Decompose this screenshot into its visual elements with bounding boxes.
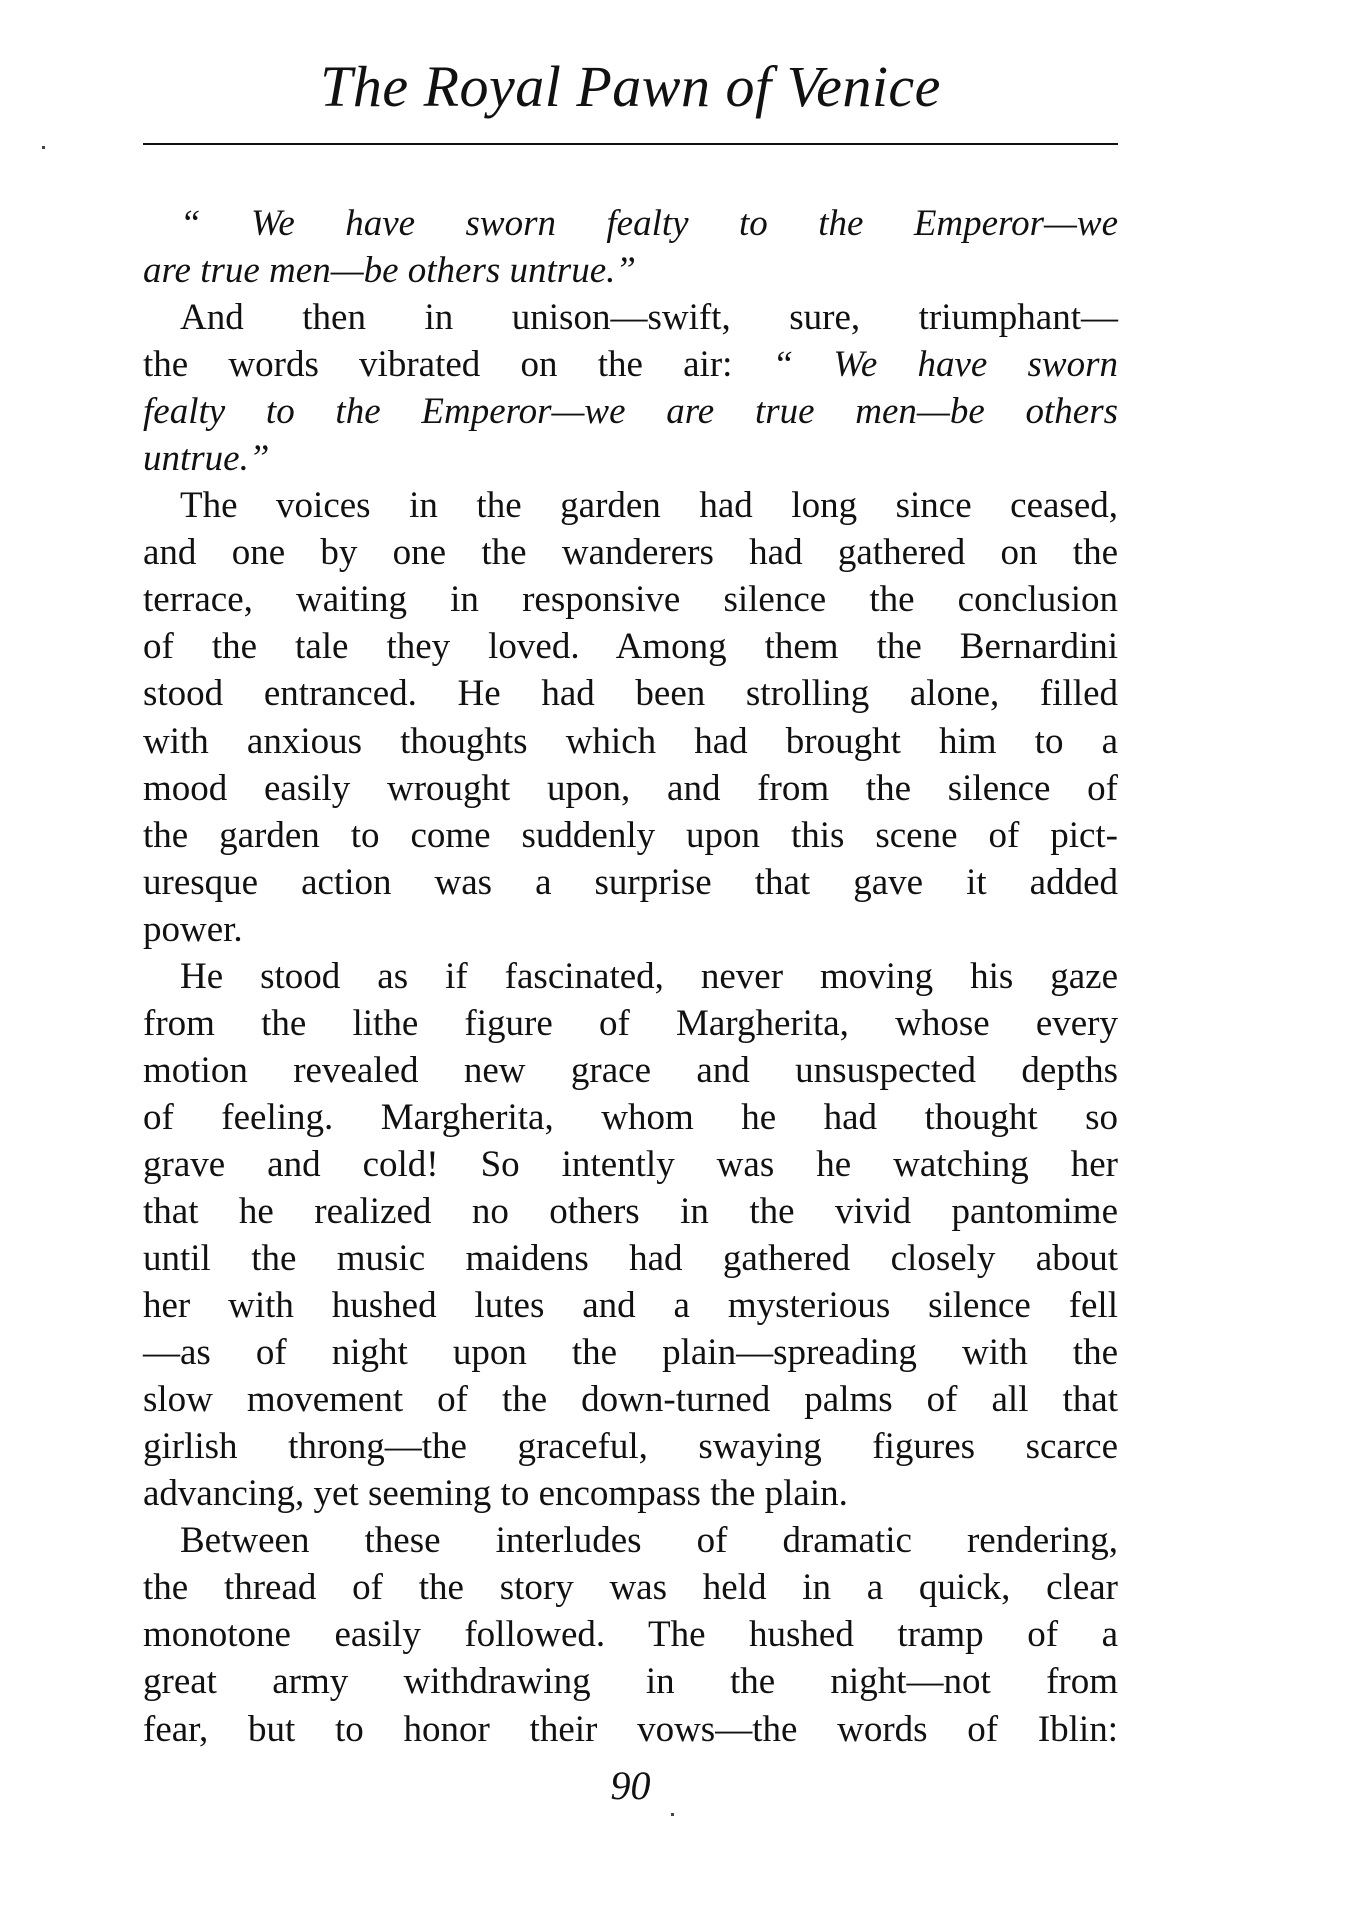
header-rule	[143, 143, 1118, 145]
roman-text: motion revealed new grace and unsuspected depths	[143, 1049, 1118, 1091]
roman-text: fear, but to honor their vows—the words of Iblin:	[143, 1708, 1118, 1750]
italic-text: “ We have sworn	[772, 344, 1118, 386]
roman-text: —as of night upon the plain—spreading with the	[143, 1332, 1118, 1374]
roman-text: He stood as if fascinated, never moving his gaze	[180, 955, 1118, 997]
text-line	[143, 1282, 1118, 1329]
roman-text: And then in unison—swift, sure, triumphant—	[180, 297, 1118, 339]
text-line	[143, 1094, 1118, 1141]
text-line	[143, 1611, 1118, 1658]
text-line	[143, 482, 1118, 529]
text-line	[143, 1141, 1118, 1188]
roman-text: slow movement of the down-turned palms of all that	[143, 1379, 1118, 1421]
roman-text: the garden to come suddenly upon this scene of pict-	[143, 814, 1118, 856]
text-line	[143, 1517, 1118, 1564]
text-line	[143, 576, 1118, 623]
text-line	[143, 765, 1118, 812]
italic-text: “ We have sworn fealty to the Emperor—we	[180, 203, 1118, 244]
roman-text: and one by one the wanderers had gathered on the	[143, 532, 1118, 574]
body-text	[143, 200, 1118, 1753]
roman-text: terrace, waiting in responsive silence the conclusion	[143, 579, 1118, 621]
text-line	[143, 1000, 1118, 1047]
text-line	[143, 1564, 1118, 1611]
text-line	[143, 294, 1118, 341]
roman-text: grave and cold! So intently was he watching her	[143, 1143, 1118, 1185]
text-line	[143, 529, 1118, 576]
text-line	[143, 1329, 1118, 1376]
italic-text: untrue.”	[143, 438, 270, 480]
text-line	[143, 1047, 1118, 1094]
roman-text: that he realized no others in the vivid pantomime	[143, 1190, 1118, 1232]
text-line	[143, 1706, 1118, 1753]
running-head: The Royal Pawn of Venice	[320, 54, 941, 119]
italic-text: are true men—be others untrue.”	[143, 250, 636, 292]
text-line	[143, 953, 1118, 1000]
roman-text: until the music maidens had gathered closely about	[143, 1238, 1118, 1280]
text-line	[143, 435, 1118, 482]
text-line	[143, 623, 1118, 670]
roman-text: advancing, yet seeming to encompass the plain.	[143, 1473, 848, 1515]
text-line	[143, 1423, 1118, 1470]
roman-text: the words vibrated on the air:	[143, 344, 773, 386]
roman-text: uresque action was a surprise that gave it added	[143, 861, 1118, 903]
text-line	[143, 670, 1118, 717]
text-line	[143, 1188, 1118, 1235]
text-line	[143, 906, 1118, 953]
text-line	[143, 247, 1118, 294]
roman-text: monotone easily followed. The hushed tramp of a	[143, 1614, 1118, 1656]
text-line	[143, 718, 1118, 765]
roman-text: her with hushed lutes and a mysterious silence fell	[143, 1285, 1118, 1327]
text-line	[143, 812, 1118, 859]
roman-text: of the tale they loved. Among them the Bernardini	[143, 626, 1118, 668]
scan-speck	[42, 146, 45, 149]
roman-text: power.	[143, 908, 243, 950]
text-line	[143, 341, 1118, 388]
text-line	[143, 200, 1118, 247]
roman-text: stood entranced. He had been strolling alone, filled	[143, 673, 1118, 715]
text-line	[143, 1235, 1118, 1282]
roman-text: the thread of the story was held in a quick, clear	[143, 1567, 1118, 1609]
text-line	[143, 1470, 1118, 1517]
page-number: 90	[610, 1763, 651, 1808]
text-line	[143, 1658, 1118, 1705]
scan-speck	[671, 1813, 674, 1816]
text-line	[143, 1376, 1118, 1423]
roman-text: from the lithe figure of Margherita, whose every	[143, 1002, 1118, 1044]
text-line	[143, 388, 1118, 435]
roman-text: with anxious thoughts which had brought him to a	[143, 720, 1118, 762]
roman-text: girlish throng—the graceful, swaying figures scarce	[143, 1426, 1118, 1468]
roman-text: The voices in the garden had long since ceased,	[180, 485, 1118, 527]
italic-text: fealty to the Emperor—we are true men—be others	[143, 391, 1118, 433]
text-line	[143, 859, 1118, 906]
roman-text: Between these interludes of dramatic rendering,	[180, 1520, 1118, 1562]
roman-text: mood easily wrought upon, and from the silence of	[143, 767, 1118, 809]
roman-text: great army withdrawing in the night—not from	[143, 1661, 1118, 1703]
roman-text: of feeling. Margherita, whom he had thought so	[143, 1096, 1118, 1138]
